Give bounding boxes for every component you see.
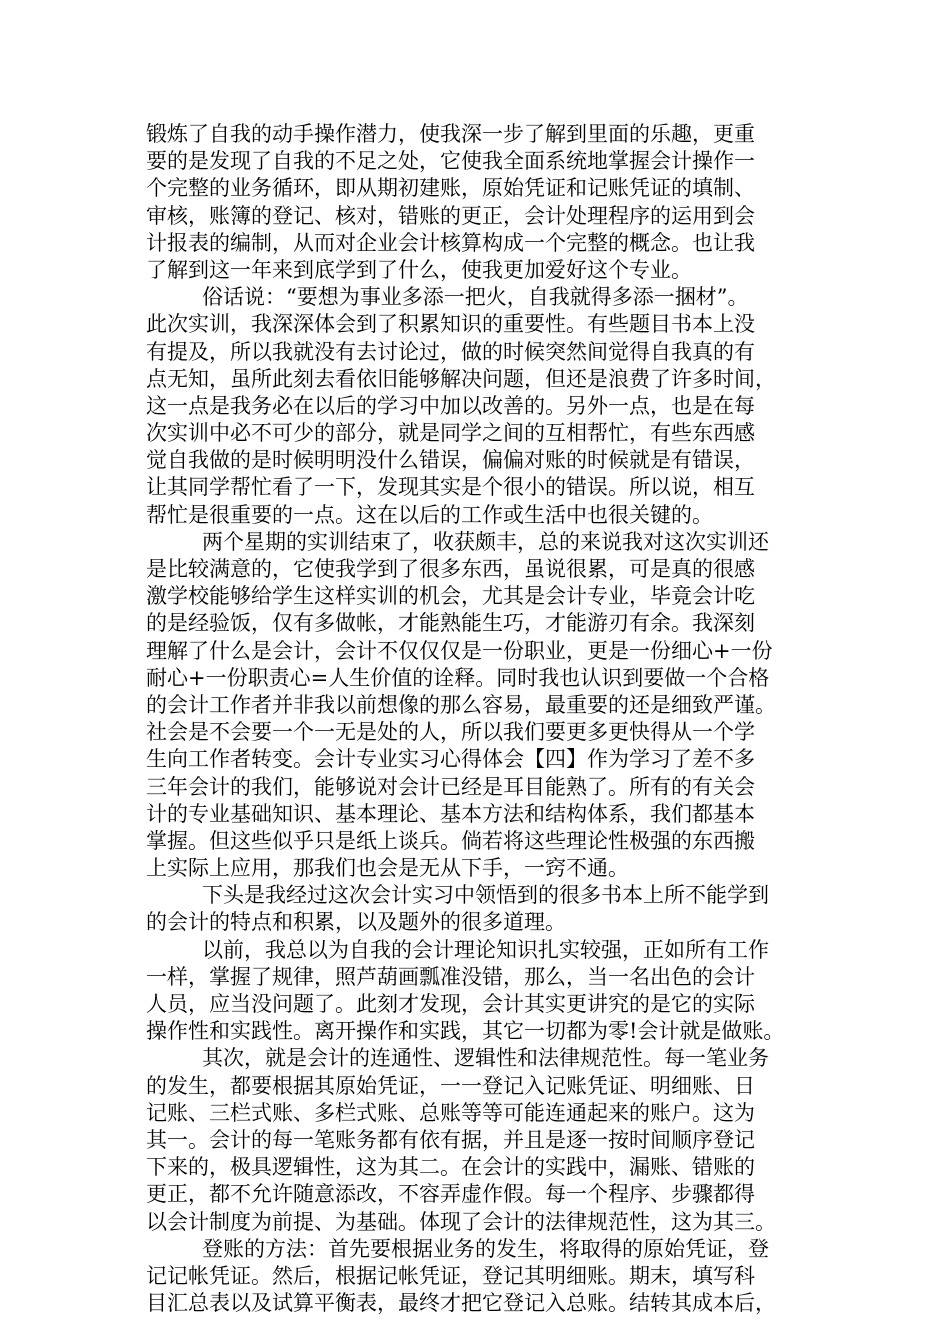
text-line: 此次实训，我深深体会到了积累知识的重要性。有些题目书本上没 — [146, 312, 755, 337]
paragraph-first-line: 其次，就是会计的连通性、逻辑性和法律规范性。每一笔业务 — [202, 1046, 769, 1071]
text-line: 记记帐凭证。然后，根据记帐凭证，登记其明细账。期末，填写科 — [146, 1263, 755, 1288]
paragraph-first-line: 下头是我经过这次会计实习中领悟到的很多书本上所不能学到 — [202, 883, 769, 908]
text-line: 上实际上应用，那我们也会是无从下手，一窍不通。 — [146, 856, 629, 881]
text-line: 生向工作者转变。会计专业实习心得体会【四】作为学习了差不多 — [146, 747, 755, 772]
text-line: 觉自我做的是时候明明没什么错误，偏偏对账的时候就是有错误， — [146, 448, 755, 473]
text-line: 以会计制度为前提、为基础。体现了会计的法律规范性，这为其三。 — [146, 1209, 776, 1234]
text-line: 耐心+一份职责心=人生价值的诠释。同时我也认识到要做一个合格 — [146, 665, 770, 690]
text-line: 记账、三栏式账、多栏式账、总账等等可能连通起来的账户。这为 — [146, 1100, 755, 1125]
text-line: 目汇总表以及试算平衡表，最终才把它登记入总账。结转其成本后， — [146, 1291, 776, 1316]
text-line: 次实训中必不可少的部分，就是同学之间的互相帮忙，有些东西感 — [146, 421, 755, 446]
paragraph-first-line: 登账的方法：首先要根据业务的发生，将取得的原始凭证，登 — [202, 1236, 769, 1261]
text-line: 点无知，虽所此刻去看依旧能够解决问题，但还是浪费了许多时间， — [146, 366, 776, 391]
text-line: 有提及，所以我就没有去讨论过，做的时候突然间觉得自我真的有 — [146, 339, 755, 364]
text-line: 一样，掌握了规律，照芦葫画瓢准没错，那么，当一名出色的会计 — [146, 964, 755, 989]
text-line: 是比较满意的，它使我学到了很多东西，虽说很累，可是真的很感 — [146, 557, 755, 581]
text-line: 要的是发现了自我的不足之处，它使我全面系统地掌握会计操作一 — [146, 149, 755, 174]
text-line: 计报表的编制，从而对企业会计核算构成一个完整的概念。也让我 — [146, 230, 755, 255]
text-line: 操作性和实践性。离开操作和实践，其它一切都为零!会计就是做账。 — [146, 1019, 785, 1044]
text-line: 三年会计的我们，能够说对会计已经是耳目能熟了。所有的有关会 — [146, 774, 755, 799]
text-line: 审核，账簿的登记、核对，错账的更正，会计处理程序的运用到会 — [146, 203, 755, 228]
text-line: 的是经验饭，仅有多做帐，才能熟能生巧，才能游刃有余。我深刻 — [146, 611, 755, 636]
text-line: 的会计工作者并非我以前想像的那么容易，最重要的还是细致严谨。 — [146, 692, 776, 717]
document-body — [146, 121, 826, 1317]
text-line: 掌握。但这些似乎只是纸上谈兵。倘若将这些理论性极强的东西搬 — [146, 828, 755, 853]
paragraph-first-line: 以前，我总以为自我的会计理论知识扎实较强，正如所有工作 — [202, 937, 769, 962]
text-line: 让其同学帮忙看了一下，发现其实是个很小的错误。所以说，相互 — [146, 475, 755, 500]
text-line: 理解了什么是会计，会计不仅仅仅是一份职业，更是一份细心+一份 — [146, 638, 773, 663]
text-line: 更正，都不允许随意添改，不容弄虚作假。每一个程序、步骤都得 — [146, 1182, 755, 1207]
paragraph-first-line: 俗话说：“要想为事业多添一把火，自我就得多添一捆材”。 — [202, 285, 749, 310]
text-line: 的发生，都要根据其原始凭证，一一登记入记账凭证、明细账、日 — [146, 1073, 755, 1098]
text-line: 的会计的特点和积累，以及题外的很多道理。 — [146, 910, 566, 935]
text-line: 其一。会计的每一笔账务都有依有据，并且是逐一按时间顺序登记 — [146, 1127, 755, 1152]
text-line: 个完整的业务循环，即从期初建账，原始凭证和记账凭证的填制、 — [146, 176, 755, 201]
text-line: 这一点是我务必在以后的学习中加以改善的。另外一点，也是在每 — [146, 393, 755, 418]
paragraph-first-line: 两个星期的实训结束了，收获颇丰，总的来说我对这次实训还 — [202, 529, 769, 554]
text-line: 激学校能够给学生这样实训的机会，尤其是会计专业，毕竟会计吃 — [146, 584, 755, 609]
text-line: 了解到这一年来到底学到了什么，使我更加爱好这个专业。 — [146, 257, 692, 282]
text-line: 人员，应当没问题了。此刻才发现，会计其实更讲究的是它的实际 — [146, 992, 755, 1016]
text-line: 帮忙是很重要的一点。这在以后的工作或生活中也很关键的。 — [146, 502, 713, 527]
text-line: 锻炼了自我的动手操作潜力，使我深一步了解到里面的乐趣，更重 — [146, 122, 755, 146]
text-line: 社会是不会要一个一无是处的人，所以我们要更多更快得从一个学 — [146, 720, 755, 745]
text-line: 计的专业基础知识、基本理论、基本方法和结构体系，我们都基本 — [146, 801, 755, 826]
text-line: 下来的，极具逻辑性，这为其二。在会计的实践中，漏账、错账的 — [146, 1155, 755, 1180]
